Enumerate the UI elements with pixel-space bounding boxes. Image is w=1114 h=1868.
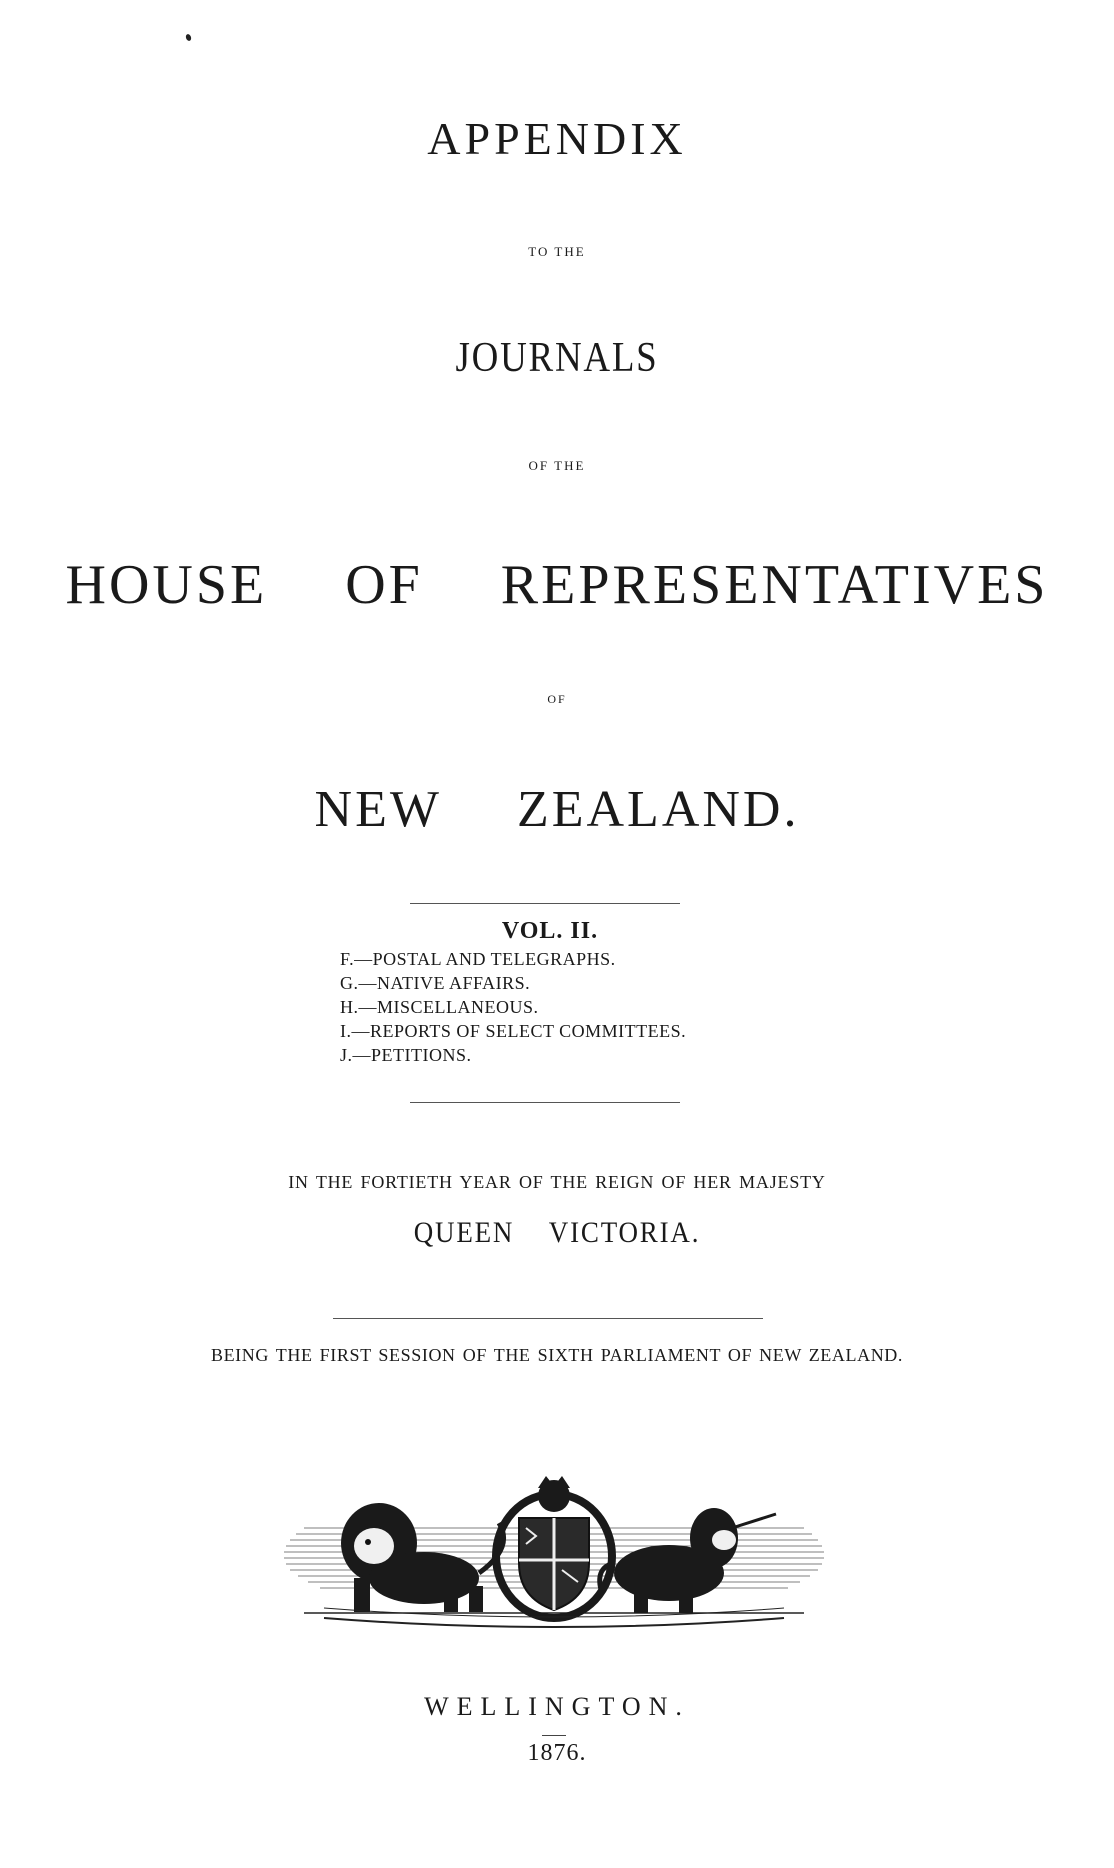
heading-house-of-representatives: HOUSE OF REPRESENTATIVES — [65, 554, 1049, 616]
heading-of: OF — [547, 692, 567, 706]
contents-item: H.—MISCELLANEOUS. — [340, 997, 539, 1017]
heading-appendix: APPENDIX — [427, 113, 687, 164]
monarch-name: QUEEN VICTORIA. — [413, 1216, 701, 1249]
rule-above-contents — [410, 903, 680, 904]
heading-to-the: TO THE — [528, 244, 586, 259]
royal-coat-of-arms-icon — [284, 1468, 824, 1628]
heading-new-zealand: NEW ZEALAND. — [314, 781, 800, 838]
ink-speck — [185, 33, 192, 41]
contents-item: F.—POSTAL AND TELEGRAPHS. — [340, 949, 616, 969]
shield — [496, 1476, 612, 1618]
heading-journals: JOURNALS — [455, 335, 659, 381]
imprint-year: 1876. — [527, 1740, 587, 1766]
session-line: BEING THE FIRST SESSION OF THE SIXTH PARLIAMENT OF NEW ZEALAND. — [210, 1345, 903, 1365]
contents-item: G.—NATIVE AFFAIRS. — [340, 973, 531, 993]
contents-item: J.—PETITIONS. — [340, 1045, 472, 1065]
heading-of-the: OF THE — [528, 458, 586, 473]
contents-item: I.—REPORTS OF SELECT COMMITTEES. — [340, 1021, 687, 1041]
imprint-divider — [542, 1735, 566, 1736]
volume-number: VOL. II. — [501, 918, 599, 944]
rule-below-contents — [410, 1102, 680, 1103]
unicorn-supporter — [600, 1508, 776, 1613]
volume-contents — [340, 918, 840, 1067]
reign-line: IN THE FORTIETH YEAR OF THE REIGN OF HER MAJESTY — [288, 1172, 826, 1192]
rule-above-session — [333, 1318, 763, 1319]
imprint-city: WELLINGTON. — [424, 1692, 690, 1721]
